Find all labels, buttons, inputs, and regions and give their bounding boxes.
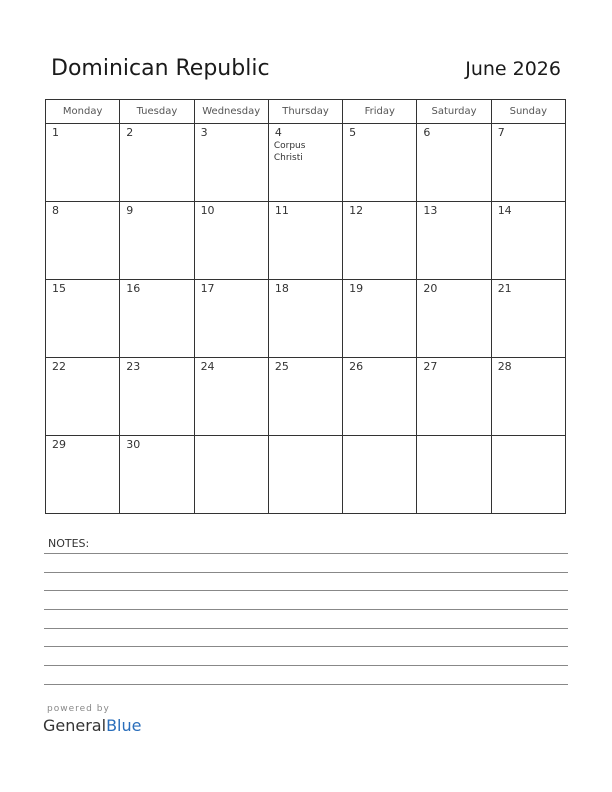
- day-number: 9: [126, 204, 134, 217]
- note-line: [44, 553, 568, 554]
- day-cell: [46, 436, 120, 514]
- week-row: [46, 202, 566, 280]
- note-line: [44, 590, 568, 591]
- day-number: [492, 436, 565, 438]
- day-cell-empty: [194, 436, 268, 514]
- day-cell: [194, 202, 268, 280]
- day-cell: [120, 280, 194, 358]
- day-cell: [268, 124, 342, 202]
- day-number: 6: [423, 126, 431, 139]
- day-cell: [194, 280, 268, 358]
- day-number: 30: [126, 438, 141, 451]
- month-year-title: June 2026: [465, 58, 561, 80]
- day-number: 19: [349, 282, 364, 295]
- day-cell: [343, 280, 417, 358]
- day-number: 1: [52, 126, 59, 139]
- day-number: 5: [349, 126, 357, 139]
- weekday-header: Tuesday: [120, 100, 194, 124]
- day-cell: [268, 202, 342, 280]
- day-number: 23: [126, 360, 141, 373]
- day-cell: [417, 280, 491, 358]
- day-cell: [417, 124, 491, 202]
- day-number: 14: [497, 204, 512, 217]
- day-cell-empty: [343, 436, 417, 514]
- day-number: 29: [52, 438, 66, 451]
- day-number: 18: [274, 282, 289, 295]
- day-number: 28: [497, 360, 512, 373]
- week-row: [46, 280, 566, 358]
- day-cell: [343, 202, 417, 280]
- weekday-header: Friday: [343, 100, 417, 124]
- day-cell: [491, 280, 565, 358]
- day-number: 12: [349, 204, 364, 217]
- day-cell-empty: [268, 436, 342, 514]
- day-cell: [120, 436, 194, 514]
- day-cell: [343, 358, 417, 436]
- day-cell-empty: [491, 436, 565, 514]
- day-cell: [268, 358, 342, 436]
- weekday-header: Thursday: [268, 100, 342, 124]
- week-row: [46, 436, 566, 514]
- country-title: Dominican Republic: [51, 56, 270, 81]
- day-cell-empty: [417, 436, 491, 514]
- day-number: 13: [423, 204, 438, 217]
- day-number: 20: [423, 282, 438, 295]
- weekday-header: Monday: [46, 100, 120, 124]
- weekday-header: Sunday: [491, 100, 565, 124]
- day-number: 25: [274, 360, 289, 373]
- day-cell: [46, 280, 120, 358]
- brand-name-general: General: [43, 716, 107, 735]
- day-number: 7: [497, 126, 505, 139]
- day-number: 10: [200, 204, 215, 217]
- calendar-grid: [45, 99, 566, 514]
- day-cell: [46, 202, 120, 280]
- note-line: [44, 628, 568, 629]
- note-line: [44, 684, 568, 685]
- day-cell: [46, 124, 120, 202]
- day-number: 3: [200, 126, 208, 139]
- day-number: [343, 436, 416, 438]
- day-number: 4: [274, 126, 282, 139]
- day-number: 16: [126, 282, 141, 295]
- day-cell: [343, 124, 417, 202]
- day-number: 26: [349, 360, 364, 373]
- day-number: 22: [52, 360, 66, 373]
- day-cell: [120, 202, 194, 280]
- day-cell: [194, 358, 268, 436]
- note-line: [44, 609, 568, 610]
- day-number: 15: [52, 282, 66, 295]
- day-cell: [491, 202, 565, 280]
- day-number: 17: [200, 282, 215, 295]
- week-row: [46, 124, 566, 202]
- day-cell: [417, 358, 491, 436]
- day-cell: [268, 280, 342, 358]
- day-cell: [120, 124, 194, 202]
- day-cell: [491, 124, 565, 202]
- day-cell: [491, 358, 565, 436]
- day-number: 2: [126, 126, 134, 139]
- day-number: 8: [52, 204, 59, 217]
- week-row: [46, 358, 566, 436]
- powered-by-text: powered by: [47, 704, 110, 714]
- weekday-header: Saturday: [417, 100, 491, 124]
- day-number: 24: [200, 360, 215, 373]
- day-number: 21: [497, 282, 512, 295]
- brand-logo[interactable]: [43, 716, 141, 736]
- day-number: [417, 436, 490, 438]
- note-line: [44, 665, 568, 666]
- day-number: [195, 436, 268, 438]
- day-cell: [417, 202, 491, 280]
- note-line: [44, 646, 568, 647]
- weekday-header: Wednesday: [194, 100, 268, 124]
- brand-name-blue: Blue: [106, 716, 142, 735]
- weekday-header-row: [46, 100, 566, 124]
- holiday-label: Corpus Christi: [273, 141, 306, 163]
- day-number: [269, 436, 342, 438]
- day-number: 27: [423, 360, 438, 373]
- notes-label: NOTES:: [48, 537, 90, 550]
- day-cell: [46, 358, 120, 436]
- day-cell: [194, 124, 268, 202]
- day-number: 11: [274, 204, 289, 217]
- note-line: [44, 572, 568, 573]
- day-cell: [120, 358, 194, 436]
